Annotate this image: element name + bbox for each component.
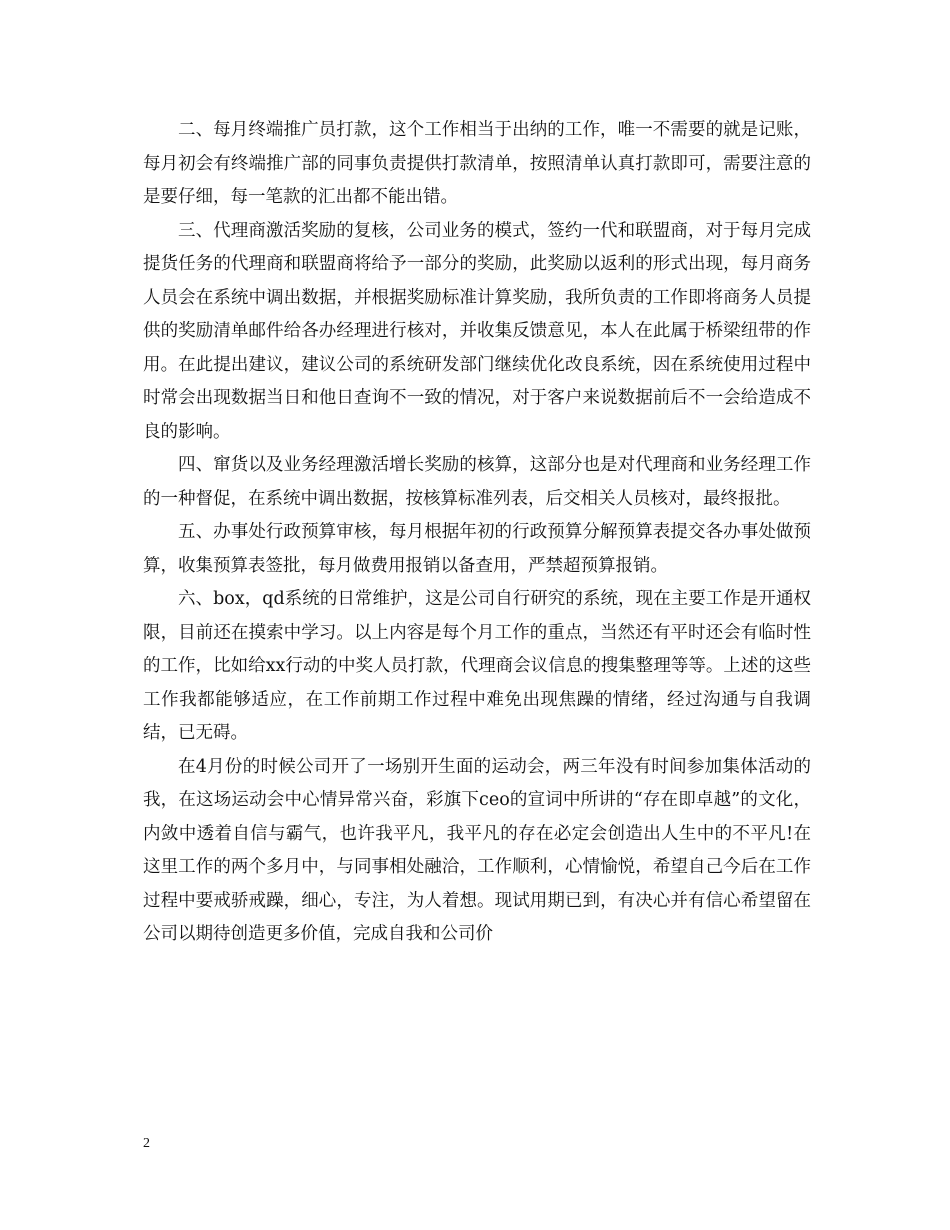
paragraph-task-three: 三、代理商激活奖励的复核，公司业务的模式，签约一代和联盟商，对于每月完成提货任务的代理商和联盟商将给予一部分的奖励，此奖励以返利的形式出现，每月商务人员会在系统中调出数据，并根据奖励标准计算奖励，我所负责的工作即将商务人员提供的奖励清单邮件给各办经理进行核对，并收集反馈意见，本人在此属于桥梁纽带的作用。在此提出建议，建议公司的系统研发部门继续优化改良系统，因在系统使用过程中时常会出现数据当日和他日查询不一致的情况，对于客户来说数据前后不一会给造成不良的影响。 [143, 220, 811, 442]
paragraph-task-four: 四、窜货以及业务经理激活增长奖励的核算，这部分也是对代理商和业务经理工作的一种督促，在系统中调出数据，按核算标准列表，后交相关人员核对，最终报批。 [143, 455, 811, 509]
page-number: 2 [143, 1136, 150, 1151]
paragraph-sports-meeting: 在4月份的时候公司开了一场别开生面的运动会，两三年没有时间参加集体活动的我，在这场运动会中心情异常兴奋，彩旗下ceo的宣词中所讲的“存在即卓越”的文化，内敛中透着自信与霸气，也许我平凡，我平凡的存在必定会创造出人生中的不平凡!在这里工作的两个多月中，与同事相处融洽，工作顺利，心情愉悦，希望自己今后在工作过程中要戒骄戒躁，细心，专注，为人着想。现试用期已到，有决心并有信心希望留在公司以期待创造更多价值，完成自我和公司价 [143, 756, 811, 944]
document-body [143, 114, 811, 952]
paragraph-task-five: 五、办事处行政预算审核，每月根据年初的行政预算分解预算表提交各办事处做预算，收集预算表签批，每月做费用报销以备查用，严禁超预算报销。 [143, 522, 811, 576]
paragraph-task-two: 二、每月终端推广员打款，这个工作相当于出纳的工作，唯一不需要的就是记账，每月初会有终端推广部的同事负责提供打款清单，按照清单认真打款即可，需要注意的是要仔细，每一笔款的汇出都不能出错。 [143, 120, 811, 207]
paragraph-task-six: 六、box，qd系统的日常维护，这是公司自行研究的系统，现在主要工作是开通权限，目前还在摸索中学习。以上内容是每个月工作的重点，当然还有平时还会有临时性的工作，比如给xx行动的中奖人员打款，代理商会议信息的搜集整理等等。上述的这些工作我都能够适应，在工作前期工作过程中难免出现焦躁的情绪，经过沟通与自我调结，已无碍。 [143, 589, 811, 743]
